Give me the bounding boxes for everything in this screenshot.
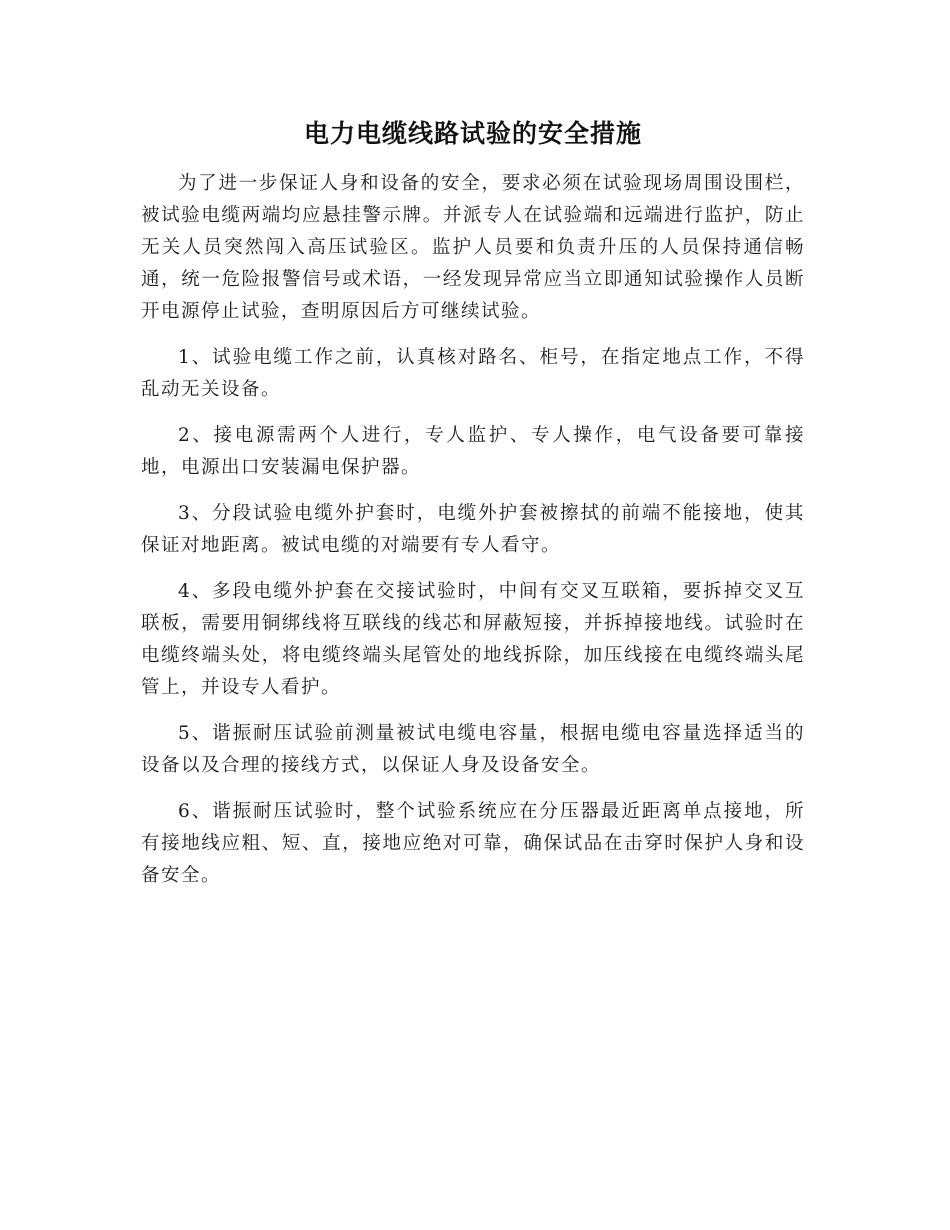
measure-item-2: 2、接电源需两个人进行，专人监护、专人操作，电气设备要可靠接地，电源出口安装漏电保护器。 <box>141 425 805 478</box>
measure-item-1: 1、试验电缆工作之前，认真核对路名、柜号，在指定地点工作，不得乱动无关设备。 <box>141 347 805 400</box>
measure-item-3: 3、分段试验电缆外护套时，电缆外护套被擦拭的前端不能接地，使其保证对地距离。被试电缆的对端要有专人看守。 <box>141 503 805 556</box>
intro-paragraph: 为了进一步保证人身和设备的安全，要求必须在试验现场周围设围栏，被试验电缆两端均应悬挂警示牌。并派专人在试验端和远端进行监护，防止无关人员突然闯入高压试验区。监护人员要和负责升压的人员保持通信畅通，统一危险报警信号或术语，一经发现异常应当立即通知试验操作人员断开电源停止试验，查明原因后方可继续试验。 <box>141 173 805 322</box>
measure-item-5: 5、谐振耐压试验前测量被试电缆电容量，根据电缆电容量选择适当的设备以及合理的接线方式，以保证人身及设备安全。 <box>141 723 805 776</box>
document-title: 电力电缆线路试验的安全措施 <box>303 119 642 148</box>
measure-item-6: 6、谐振耐压试验时，整个试验系统应在分压器最近距离单点接地，所有接地线应粗、短、直，接地应绝对可靠，确保试品在击穿时保护人身和设备安全。 <box>141 801 805 886</box>
measure-item-4: 4、多段电缆外护套在交接试验时，中间有交叉互联箱，要拆掉交叉互联板，需要用铜绑线将互联线的线芯和屏蔽短接，并拆掉接地线。试验时在电缆终端头处，将电缆终端头尾管处的地线拆除，加压线接在电缆终端头尾管上，并设专人看护。 <box>141 581 805 698</box>
document-content <box>141 112 805 906</box>
